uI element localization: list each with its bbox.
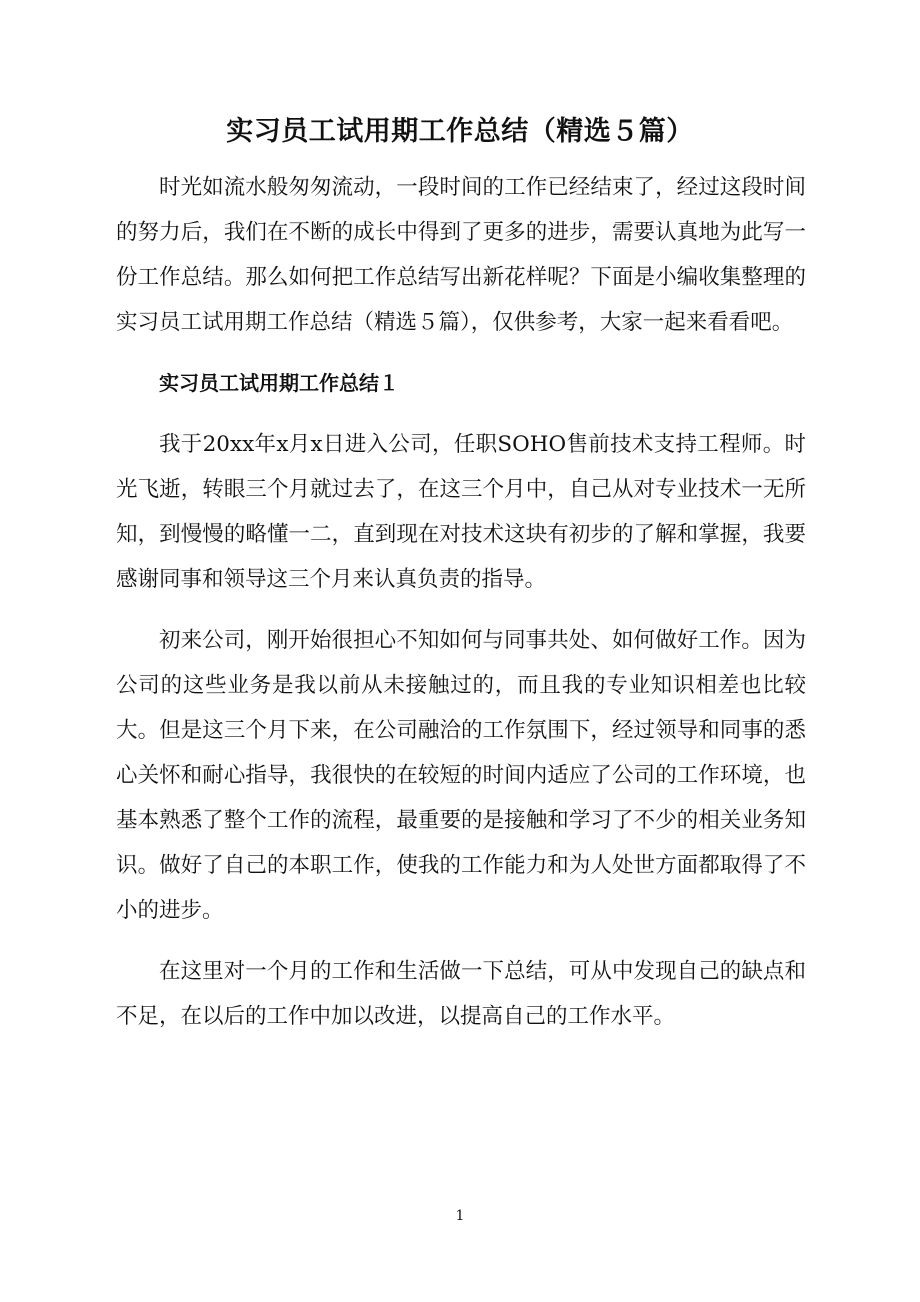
intro-paragraph: 时光如流水般匆匆流动，一段时间的工作已经结束了，经过这段时间的努力后，我们在不断的成长中得到了更多的进步，需要认真地为此写一份工作总结。那么如何把工作总结写出新花样呢？下面是小编收集整理的实习员工试用期工作总结（精选５篇），仅供参考，大家一起来看看吧。 xyxy=(116,175,806,335)
document-body xyxy=(116,165,806,1055)
section-heading-1: 实习员工试用期工作总结１ xyxy=(159,371,399,395)
section1-paragraph-1: 我于20xx年x月x日进入公司，任职SOHO售前技术支持工程师。时光飞逝，转眼三个月就过去了，在这三个月中，自己从对专业技术一无所知，到慢慢的略懂一二，直到现在对技术这块有初步的了解和掌握，我要感谢同事和领导这三个月来认真负责的指导。 xyxy=(116,432,806,592)
section1-paragraph-2: 初来公司，刚开始很担心不知如何与同事共处、如何做好工作。因为公司的这些业务是我以前从未接触过的，而且我的专业知识相差也比较大。但是这三个月下来，在公司融洽的工作氛围下，经过领导和同事的悉心关怀和耐心指导，我很快的在较短的时间内适应了公司的工作环境，也基本熟悉了整个工作的流程，最重要的是接触和学习了不少的相关业务知识。做好了自己的本职工作，使我的工作能力和为人处世方面都取得了不小的进步。 xyxy=(116,628,806,923)
document-title: 实习员工试用期工作总结（精选５篇） xyxy=(226,116,694,147)
section1-paragraph-3: 在这里对一个月的工作和生活做一下总结，可从中发现自己的缺点和不足，在以后的工作中加以改进，以提高自己的工作水平。 xyxy=(116,959,806,1029)
page-number: 1 xyxy=(455,1208,465,1224)
